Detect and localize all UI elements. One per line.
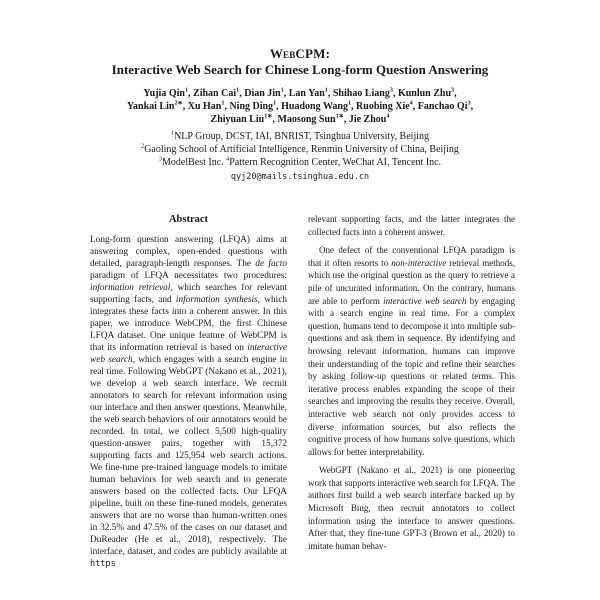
text-segment: information synthesis	[175, 295, 258, 305]
author-list	[85, 87, 515, 126]
text-segment: interactive web search	[383, 295, 467, 306]
text-segment: interactive web search	[90, 343, 287, 365]
text-segment: by engaging with a search engine in real time. For a complex question, humans tend to decompose it into multiple sub-questions and ask them in sequence. By identifying and browsing relevant information, humans can improve their understanding of the topic and refine their searches by asking follow-up questions or related terms. This iterative process enables expanding the scope of their searches and improving the results they receive. Overall, interactive web search not only provides access to diverse information sources, but also reflects the cognitive process of how humans solve questions, which allows for better interpretability.	[308, 295, 516, 457]
text-segment: Zhiyuan Liu	[210, 114, 265, 125]
text-segment: non-interactive	[391, 257, 447, 268]
superscript: 3	[467, 99, 471, 107]
author-line-3	[85, 113, 515, 126]
text-segment: Yankai Lin	[126, 101, 175, 112]
author-line-1	[85, 87, 515, 100]
superscript: 3	[451, 86, 455, 94]
body-paragraph-1	[308, 213, 515, 238]
superscript: 3	[389, 86, 393, 94]
text-segment: , Jie Zhou	[343, 114, 387, 125]
text-segment: NLP Group, DCST, IAI, BNRIST, Tsinghua University, Beijing	[174, 131, 430, 142]
superscript: 2	[141, 142, 145, 150]
text-segment: information retrieval	[90, 283, 171, 293]
superscript: 4	[226, 155, 230, 163]
text-segment: https	[90, 559, 116, 569]
body-paragraph-3	[308, 464, 515, 552]
two-column-body	[85, 213, 515, 570]
superscript: 4	[386, 112, 390, 120]
superscript: 1	[221, 99, 225, 107]
abstract-body	[85, 234, 292, 570]
text-segment: , Fanchao Qi	[412, 101, 468, 112]
text-segment: , which engages with a search engine in real time. Following WebGPT (Nakano et al., 2021), we develop a web search interface. We recruit annotators to search for relevant information using our interface and then answer questions. Meanwhile, the web search behaviors of our annotators would be recorded. In total, we collect 5,500 high-quality question-answer pairs, together with 15,372 supporting facts and 125,954 web search actions. We fine-tune pre-trained language models to imitate human behaviors for web search and to generate answers based on the collected facts. Our LFQA pipeline, built on these fine-tuned models, generates answers that are no worse than human-written ones in 32.5% and 47.5% of the cases on our dataset and DuReader (He et al., 2018), respectively. The interface, dataset, and codes are publicly available at	[90, 355, 287, 557]
superscript: 4	[409, 99, 413, 107]
text-segment: , Ruobing Xie	[351, 101, 410, 112]
affiliation-line-2	[85, 143, 515, 156]
superscript: 1	[170, 129, 175, 137]
text-segment: ,	[454, 88, 457, 99]
author-line-2	[85, 100, 515, 113]
text-segment: , Kunlun Zhu	[392, 88, 452, 99]
text-segment: , Shihao Liang	[327, 88, 390, 99]
superscript: 1	[347, 99, 352, 107]
text-segment: , which searches for relevant supporting facts, and	[90, 283, 287, 305]
right-column	[308, 213, 515, 570]
text-segment: ModelBest Inc.	[162, 157, 227, 168]
text-segment: Pattern Recognition Center, WeChat AI, Tencent Inc.	[229, 157, 442, 168]
body-paragraph-2	[308, 244, 515, 458]
superscript: 1∗	[335, 112, 344, 120]
superscript: 1	[184, 86, 189, 94]
text-segment: , Lan Yan	[283, 88, 325, 99]
superscript: 2∗	[174, 99, 183, 107]
text-segment: ,	[470, 101, 474, 112]
superscript: 1	[324, 86, 328, 94]
contact-email: qyj20@mails.tsinghua.edu.cn	[230, 172, 370, 182]
text-segment: , Ning Ding	[224, 101, 274, 112]
title-block	[85, 46, 515, 183]
affiliation-line-1	[85, 130, 515, 143]
text-segment: , Dian Jin	[239, 88, 281, 99]
superscript: 1	[273, 99, 277, 107]
text-segment: , Zihan Cai	[188, 88, 237, 99]
superscript: 1	[236, 86, 240, 94]
abstract-heading: Abstract	[168, 214, 209, 225]
affiliation-list	[85, 130, 515, 169]
text-segment: , Maosong Sun	[272, 114, 336, 125]
affiliation-line-3	[85, 156, 515, 169]
text-segment: , Xu Han	[182, 101, 222, 112]
text-segment: One defect of the conventional LFQA paradigm is that it often resorts to	[308, 245, 515, 268]
text-segment: de facto	[255, 259, 287, 269]
paper-title	[85, 46, 515, 78]
left-column	[85, 213, 292, 570]
text-segment: Yujia Qin	[143, 88, 185, 99]
text-segment: paradigm of LFQA necessitates two procedures:	[90, 271, 287, 281]
text-segment: Gaoling School of Artificial Intelligence, Renmin University of China, Beijing	[144, 144, 459, 155]
text-segment: relevant supporting facts, and the latter integrates the collected facts into a coherent answer.	[308, 214, 515, 237]
superscript: 1	[280, 86, 284, 94]
text-segment: WebGPT (Nakano et al., 2021) is one pioneering work that supports interactive web search for LFQA. The authors first build a web search interface backed up by Microsoft Bing, then recruit annotators to collect information using the interface to answer questions. After that, they fine-tune GPT-3 (Brown et al., 2020) to imitate human behav-	[308, 465, 515, 551]
text-segment: , Huadong Wang	[276, 101, 348, 112]
superscript: 1∗	[264, 112, 273, 120]
paper-title-wordmark: WebCPM:	[269, 46, 331, 61]
text-segment: Long-form question answering (LFQA) aims at answering complex, open-ended questions with detailed, paragraph-length responses. The	[90, 235, 287, 269]
text-segment: , which integrates these facts into a coherent answer. In this paper, we introduce WebCPM, the first Chinese LFQA dataset. One unique feature of WebCPM is that its information retrieval is based on	[90, 295, 287, 353]
paper-title-subtitle: Interactive Web Search for Chinese Long-form Question Answering	[111, 62, 489, 77]
superscript: 3	[158, 155, 162, 163]
text-segment: retrieval methods, which use the original question as the query to retrieve a pile of uncurated information. On the contrary, humans are able to perform	[308, 257, 515, 306]
